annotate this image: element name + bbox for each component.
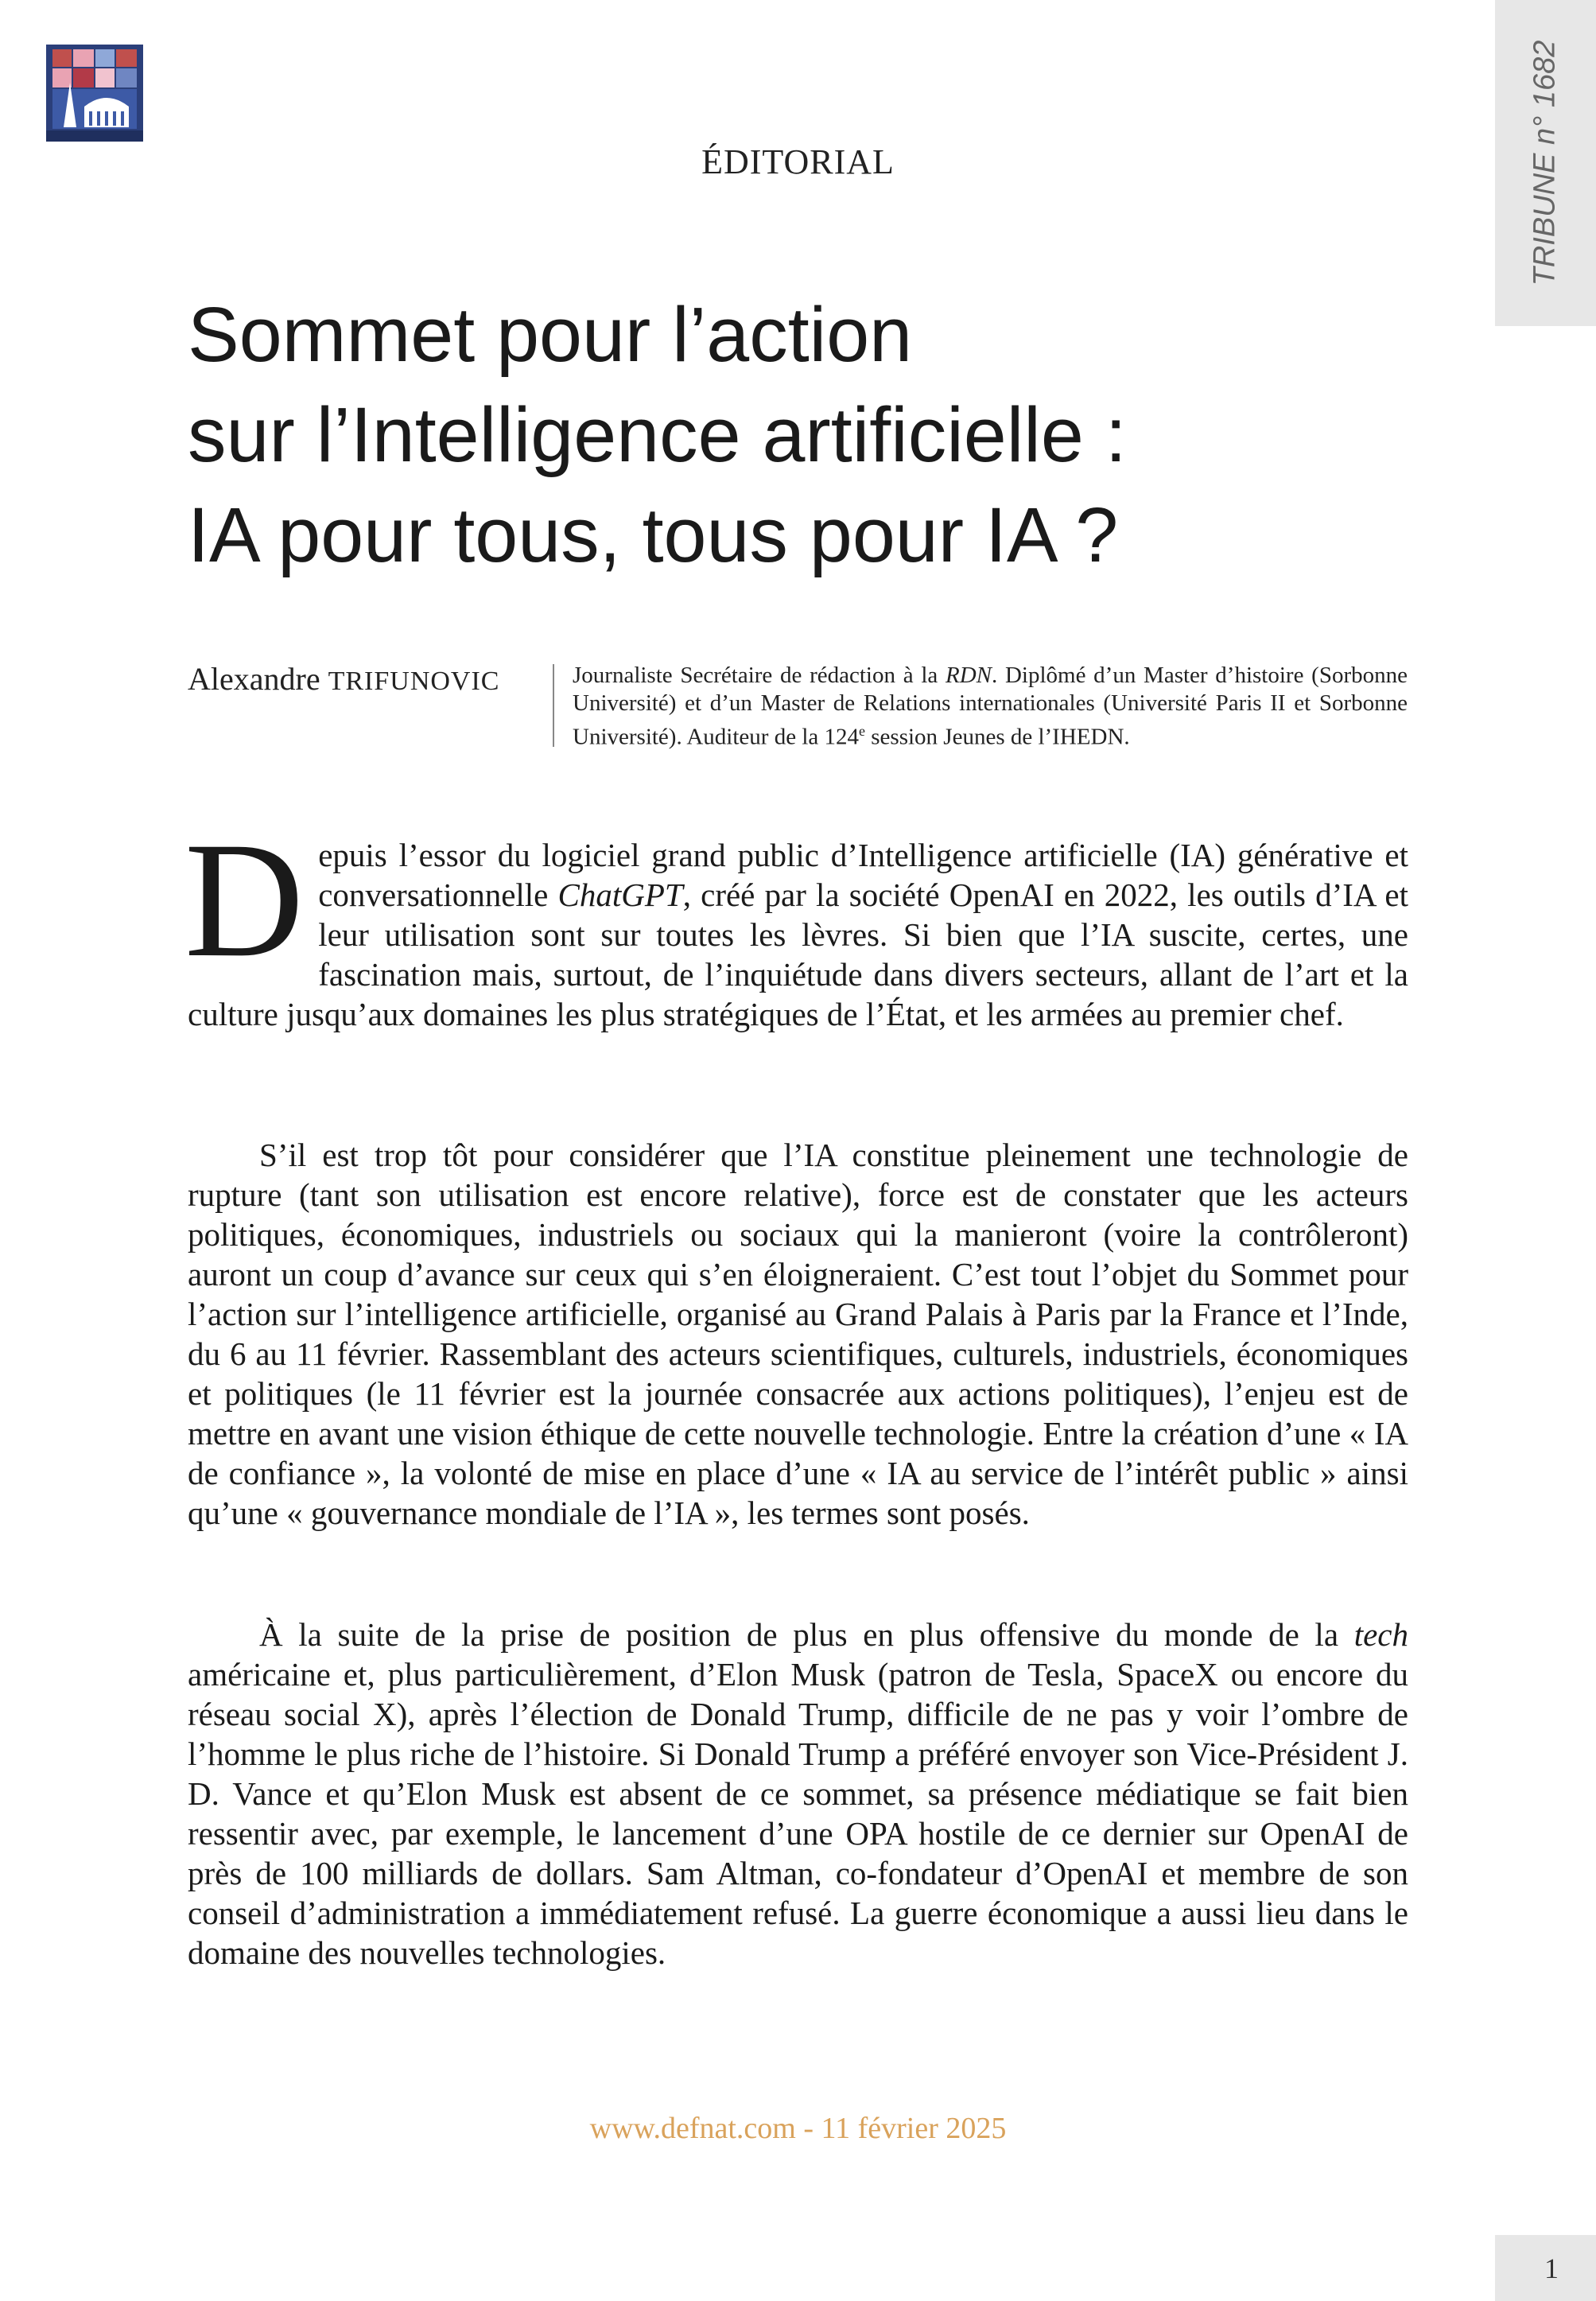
paragraph-1-text-b: , créé par la société OpenAI en 2022, les outils d’IA et leur utilisation sont sur toutes les lèvres. Si bien que l’IA suscite, certes, une fascination mais, surtout, de l’inquiétude dans divers secteurs, allant de l’art et la culture jusqu’aux domaines les plus stratégiques de l’État, et les armées au premier chef. xyxy=(188,876,1408,1032)
bio-text-end: session Jeunes de l’IHEDN. xyxy=(865,724,1130,750)
footer-url-date: www.defnat.com - 11 février 2025 xyxy=(589,2112,1007,2145)
article-title xyxy=(188,285,1460,585)
bio-rdn: RDN xyxy=(945,663,992,688)
tribune-number: TRIBUNE n° 1682 xyxy=(1528,40,1562,286)
section-header: ÉDITORIAL xyxy=(701,142,895,181)
author-last-name: TRIFUNOVIC xyxy=(328,667,500,696)
paragraph-3-text-b: américaine et, plus particulièrement, d’Elon Musk (patron de Tesla, SpaceX ou encore du réseau social X), après l’élection de Donald Trump, difficile de ne pas y voir l’ombre de l’homme le plus riche de l’histoire. Si Donald Trump a préféré envoyer son Vice-Président J. D. Vance et qu’Elon Musk est absent de ce sommet, sa présence médiatique se fait bien ressentir avec, par exemple, le lancement d’une OPA hostile de ce dernier sur OpenAI de près de 100 milliards de dollars. Sam Altman, co-fondateur d’OpenAI et membre de son conseil d’administration a immédiatement refusé. La guerre économique a aussi lieu dans le domaine des nouvelles technologies. xyxy=(188,1656,1408,1971)
title-line-3: IA pour tous, tous pour IA ? xyxy=(188,492,1119,578)
paragraph-3 xyxy=(188,1615,1408,1973)
bio-text-start: Journaliste Secrétaire de rédaction à la xyxy=(573,663,946,688)
bio-text-middle: . Diplômé d’un Master d’histoire (Sorbonne Université) et d’un Master de Relations internationales (Université Paris II et Sorbonne Université). Auditeur de la 124 xyxy=(573,663,1408,750)
defnat-logo xyxy=(46,45,143,142)
paragraph-1-text-a: epuis l’essor du logiciel grand public d’Intelligence artificielle (IA) générative et conversationnelle xyxy=(318,837,1408,913)
title-line-2: sur l’Intelligence artificielle : xyxy=(188,391,1127,478)
author-divider xyxy=(553,664,554,747)
chatgpt-italic: ChatGPT xyxy=(557,876,683,913)
author-name xyxy=(188,660,500,698)
logo-graphic xyxy=(46,45,143,142)
paragraph-2: S’il est trop tôt pour considérer que l’IA constitue pleinement une technologie de rupture (tant son utilisation est encore relative), force est de constater que les acteurs politiques, économiques, industriels ou sociaux qui la manieront (voire la contrôleront) auront un coup d’avance sur ceux qui s’en éloigneraient. C’est tout l’objet du Sommet pour l’action sur l’intelligence artificielle, organisé au Grand Palais à Paris par la France et l’Inde, du 6 au 11 février. Rassemblant des acteurs scientifiques, culturels, industriels, économiques et politiques (le 11 février est la journée consacrée aux actions politiques), l’enjeu est de mettre en avant une vision éthique de cette nouvelle technologie. Entre la création d’une « IA de confiance », la volonté de mise en place d’une « IA au service de l’intérêt public » ainsi qu’une « gouvernance mondiale de l’IA », les termes sont posés. xyxy=(188,1137,1408,1531)
paragraph-1 xyxy=(184,808,1408,1034)
bio-superscript: e xyxy=(859,723,865,739)
page-number: 1 xyxy=(1544,2252,1559,2284)
author-first-name: Alexandre xyxy=(188,661,320,697)
author-bio xyxy=(573,662,1408,752)
drop-cap: D xyxy=(184,808,305,991)
tech-italic: tech xyxy=(1353,1616,1408,1653)
title-line-1: Sommet pour l’action xyxy=(188,291,913,378)
paragraph-3-text-a: À la suite de la prise de position de plus en plus offensive du monde de la xyxy=(259,1616,1354,1653)
